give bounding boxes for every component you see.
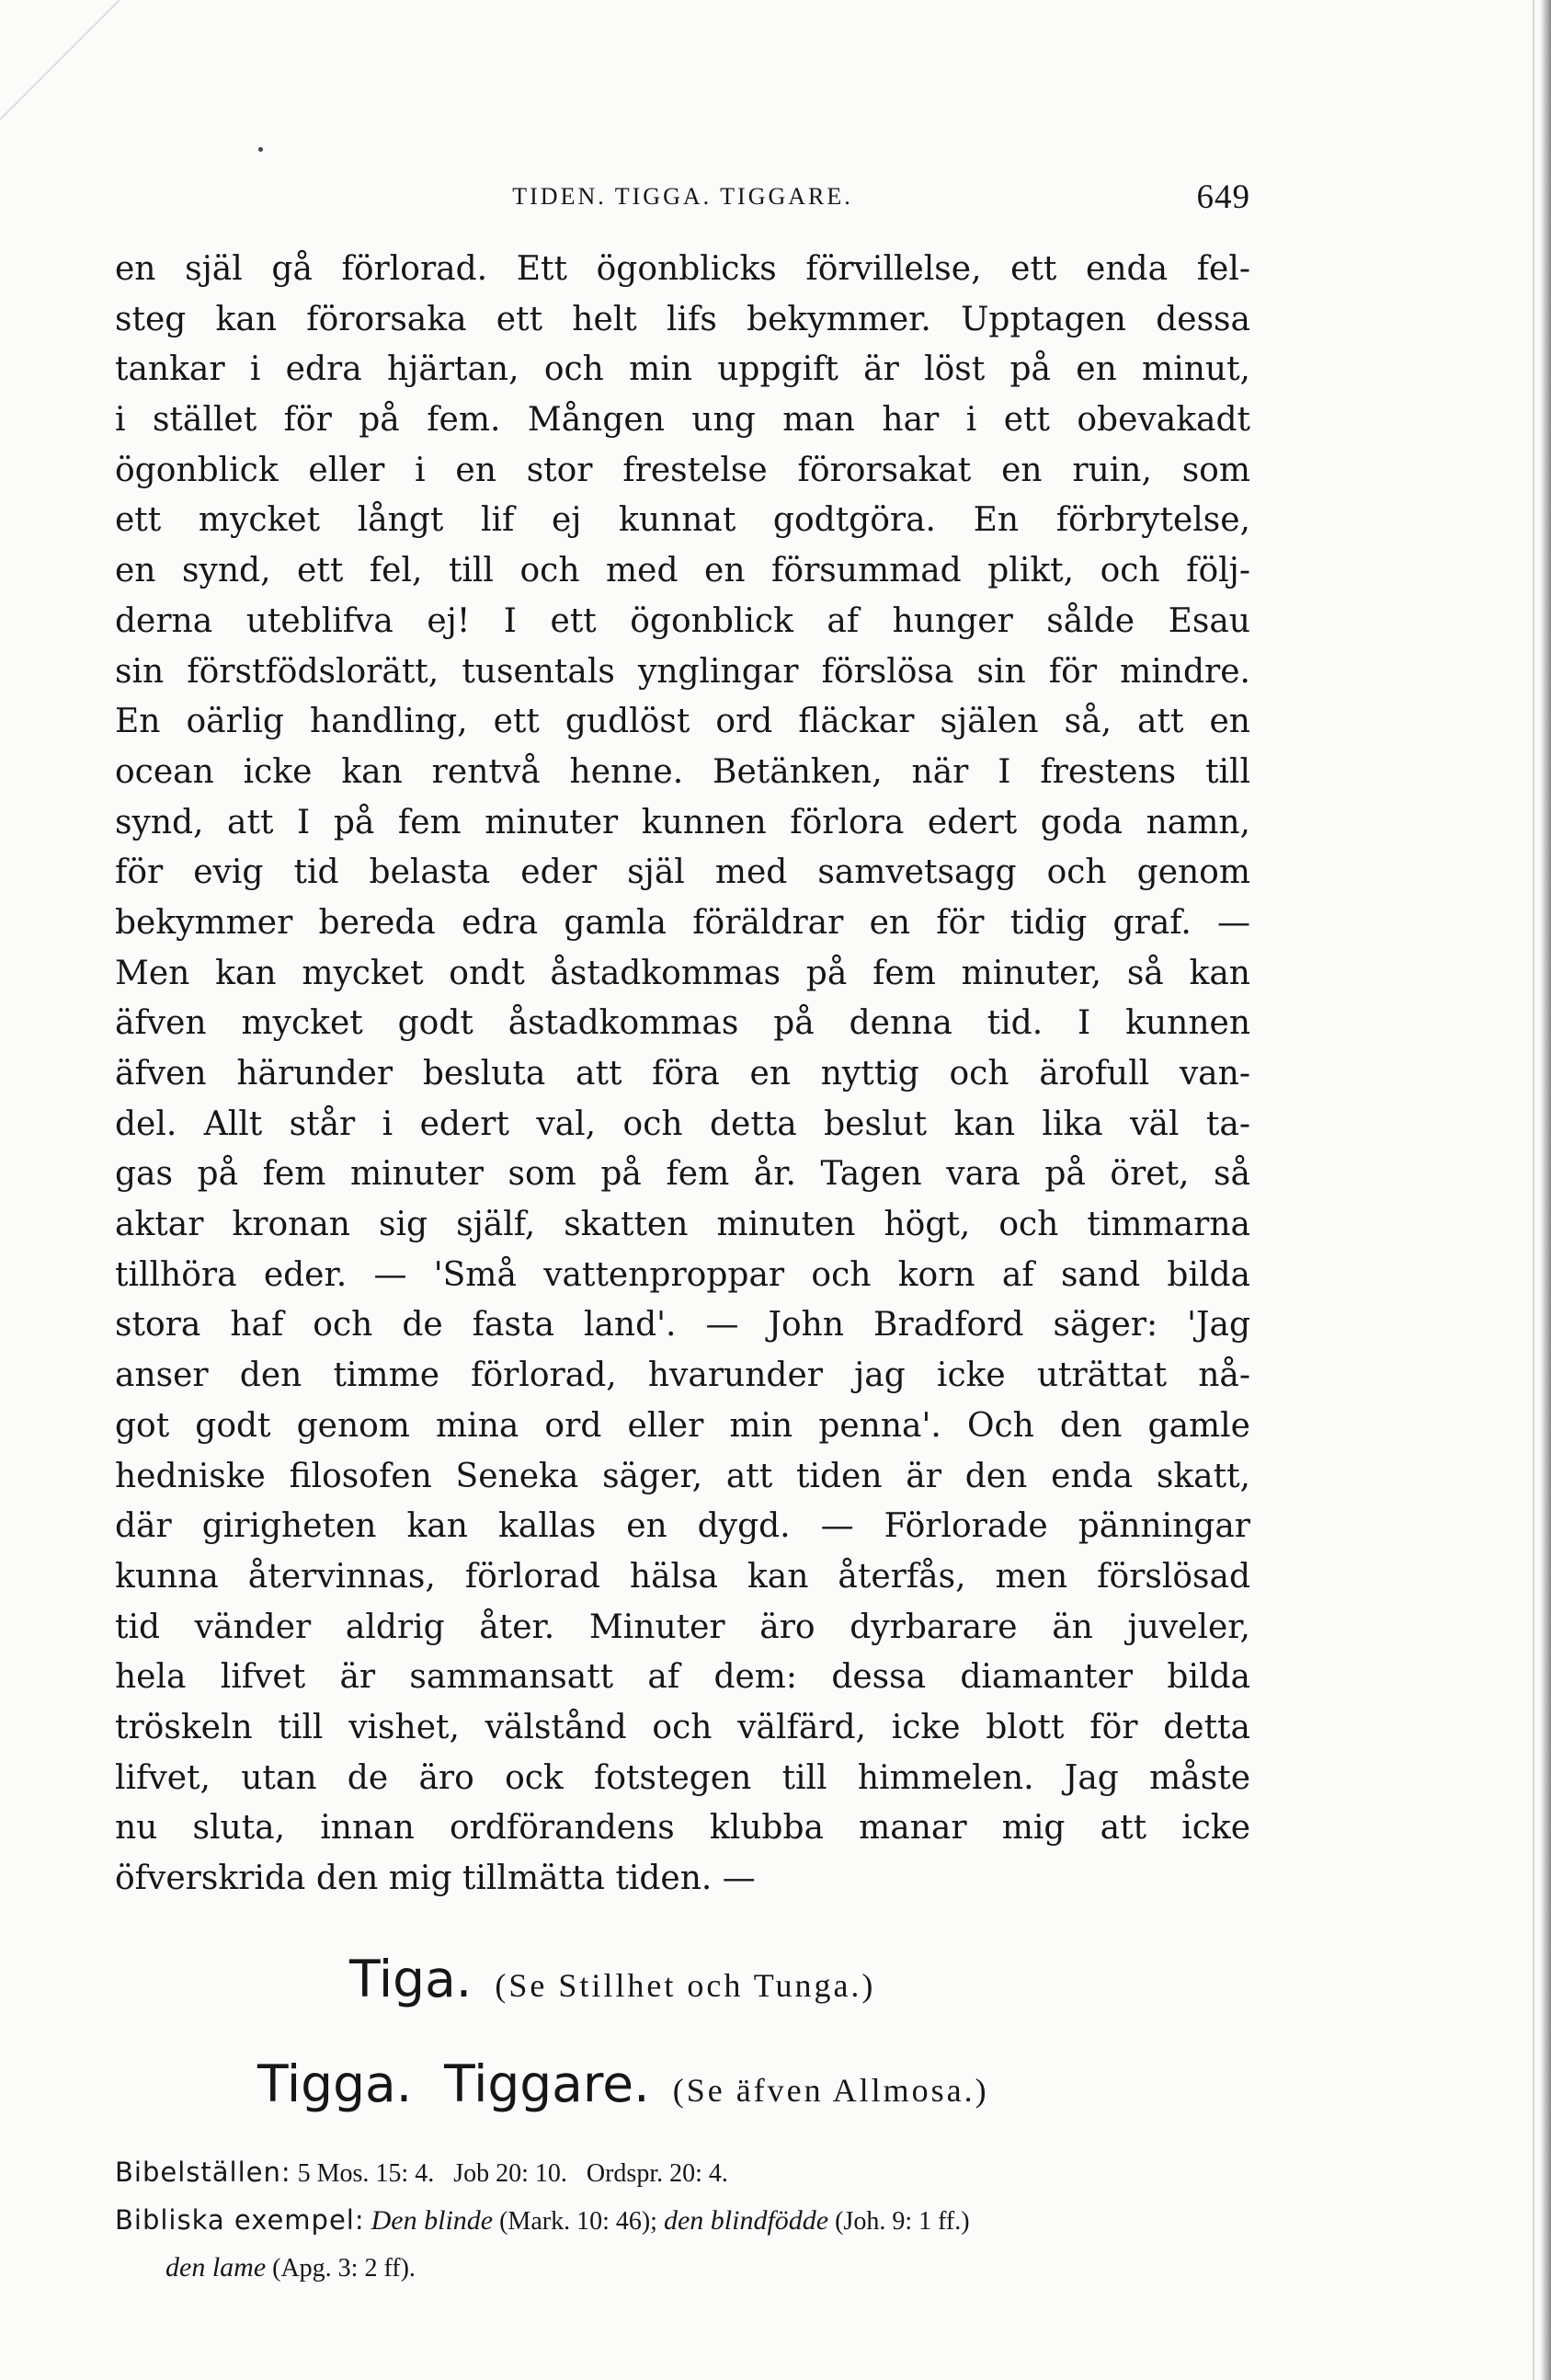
text-line: ögonblick eller i en stor frestelse förorsakat en ruin, som	[115, 451, 1250, 489]
text-line: stora haf och de fasta land'. — John Bradford säger: 'Jag	[115, 1306, 1250, 1344]
text-line: bekymmer bereda edra gamla föräldrar en för tidig graf. —	[115, 903, 1250, 942]
text-line: sin förstfödslorätt, tusentals ynglingar förslösa sin för mindre.	[115, 652, 1250, 691]
text-line: tankar i edra hjärtan, och min uppgift är löst på en minut,	[115, 350, 1250, 389]
text-line: tillhöra eder. — 'Små vattenproppar och korn af sand bilda	[115, 1255, 1250, 1294]
bible-references	[115, 2148, 1250, 2292]
entry-heading-tigga	[257, 2054, 989, 2113]
entry-note-tiga: (Se Stillhet och Tunga.)	[495, 1967, 876, 2004]
text-line: nu sluta, innan ordförandens klubba manar mig att icke	[115, 1809, 1250, 1848]
bibelstallen-label: Bibelställen:	[115, 2157, 291, 2188]
text-line: äfven härunder besluta att föra en nyttig och ärofull van-	[115, 1055, 1250, 1093]
exempel-3-ref: (Apg. 3: 2 ff).	[272, 2254, 416, 2283]
text-line: där girigheten kan kallas en dygd. — Förlorade pänningar	[115, 1507, 1250, 1546]
exempel-line-continued	[115, 2244, 1250, 2292]
text-line: ett mycket långt lif ej kunnat godtgöra. En förbrytelse,	[115, 501, 1250, 540]
text-line: derna uteblifva ej! I ett ögonblick af hunger sålde Esau	[115, 601, 1250, 640]
text-line: äfven mycket godt åstadkommas på denna tid. I kunnen	[115, 1004, 1250, 1043]
text-line: anser den timme förlorad, hvarunder jag icke uträttat nå-	[115, 1356, 1250, 1395]
body-text	[115, 245, 1250, 1905]
page-header	[115, 177, 1250, 223]
bibelstallen-line	[115, 2148, 1250, 2196]
text-line: för evig tid belasta eder själ med samvetsagg och genom	[115, 853, 1250, 892]
text-line: Men kan mycket ondt åstadkommas på fem minuter, så kan	[115, 954, 1250, 992]
text-line: gas på fem minuter som på fem år. Tagen vara på öret, så	[115, 1155, 1250, 1194]
page-edge-shadow	[1540, 0, 1551, 2380]
exempel-1-ref: (Mark. 10: 46);	[499, 2207, 657, 2236]
entry-word-tigga: Tigga. Tiggare.	[257, 2054, 650, 2113]
text-line: tröskeln till vishet, välstånd och välfärd, icke blott för detta	[115, 1708, 1250, 1746]
text-line: kunna återvinnas, förlorad hälsa kan återfås, men förslösad	[115, 1557, 1250, 1596]
exempel-3-italic: den lame	[165, 2252, 267, 2283]
exempel-line	[115, 2196, 1250, 2244]
exempel-2-italic: den blindfödde	[663, 2205, 829, 2236]
entry-heading-tiga	[349, 1950, 875, 2008]
text-line: lifvet, utan de äro ock fotstegen till himmelen. Jag måste	[115, 1758, 1250, 1797]
running-head: TIDEN. TIGGA. TIGGARE.	[512, 183, 853, 210]
text-line: hela lifvet är sammansatt af dem: dessa diamanter bilda	[115, 1658, 1250, 1697]
text-line: ocean icke kan rentvå henne. Betänken, när I frestens till	[115, 752, 1250, 791]
entry-word-tiga: Tiga.	[349, 1950, 473, 2008]
scan-dot	[258, 147, 263, 152]
entry-note-tigga: (Se äfven Allmosa.)	[672, 2072, 989, 2109]
text-line: aktar kronan sig själf, skatten minuten högt, och timmarna	[115, 1206, 1250, 1244]
text-line: i stället för på fem. Mången ung man har i ett obevakadt	[115, 401, 1250, 440]
exempel-2-ref: (Joh. 9: 1 ff.)	[835, 2207, 970, 2236]
text-line: En oärlig handling, ett gudlöst ord fläckar själen så, att en	[115, 703, 1250, 741]
text-line: en synd, ett fel, till och med en försummad plikt, och följ-	[115, 552, 1250, 590]
exempel-label: Bibliska exempel:	[115, 2204, 365, 2236]
page-number: 649	[1196, 178, 1250, 216]
page-edge-line	[1533, 0, 1534, 2380]
scan-corner-mark	[0, 0, 120, 120]
text-line: del. Allt står i edert val, och detta beslut kan lika väl ta-	[115, 1104, 1250, 1143]
exempel-1-italic: Den blinde	[371, 2205, 494, 2236]
text-line: tid vänder aldrig åter. Minuter äro dyrbarare än juveler,	[115, 1608, 1250, 1646]
text-line: steg kan förorsaka ett helt lifs bekymmer. Upptagen dessa	[115, 300, 1250, 338]
text-line: öfverskrida den mig tillmätta tiden. —	[115, 1859, 756, 1897]
bibelstallen-text: 5 Mos. 15: 4. Job 20: 10. Ordspr. 20: 4.	[297, 2159, 728, 2188]
text-line: hedniske filosofen Seneka säger, att tiden är den enda skatt,	[115, 1457, 1250, 1495]
text-line: en själ gå förlorad. Ett ögonblicks förvillelse, ett enda fel-	[115, 250, 1250, 288]
text-line: got godt genom mina ord eller min penna'. Och den gamle	[115, 1406, 1250, 1445]
text-line: synd, att I på fem minuter kunnen förlora edert goda namn,	[115, 803, 1250, 841]
